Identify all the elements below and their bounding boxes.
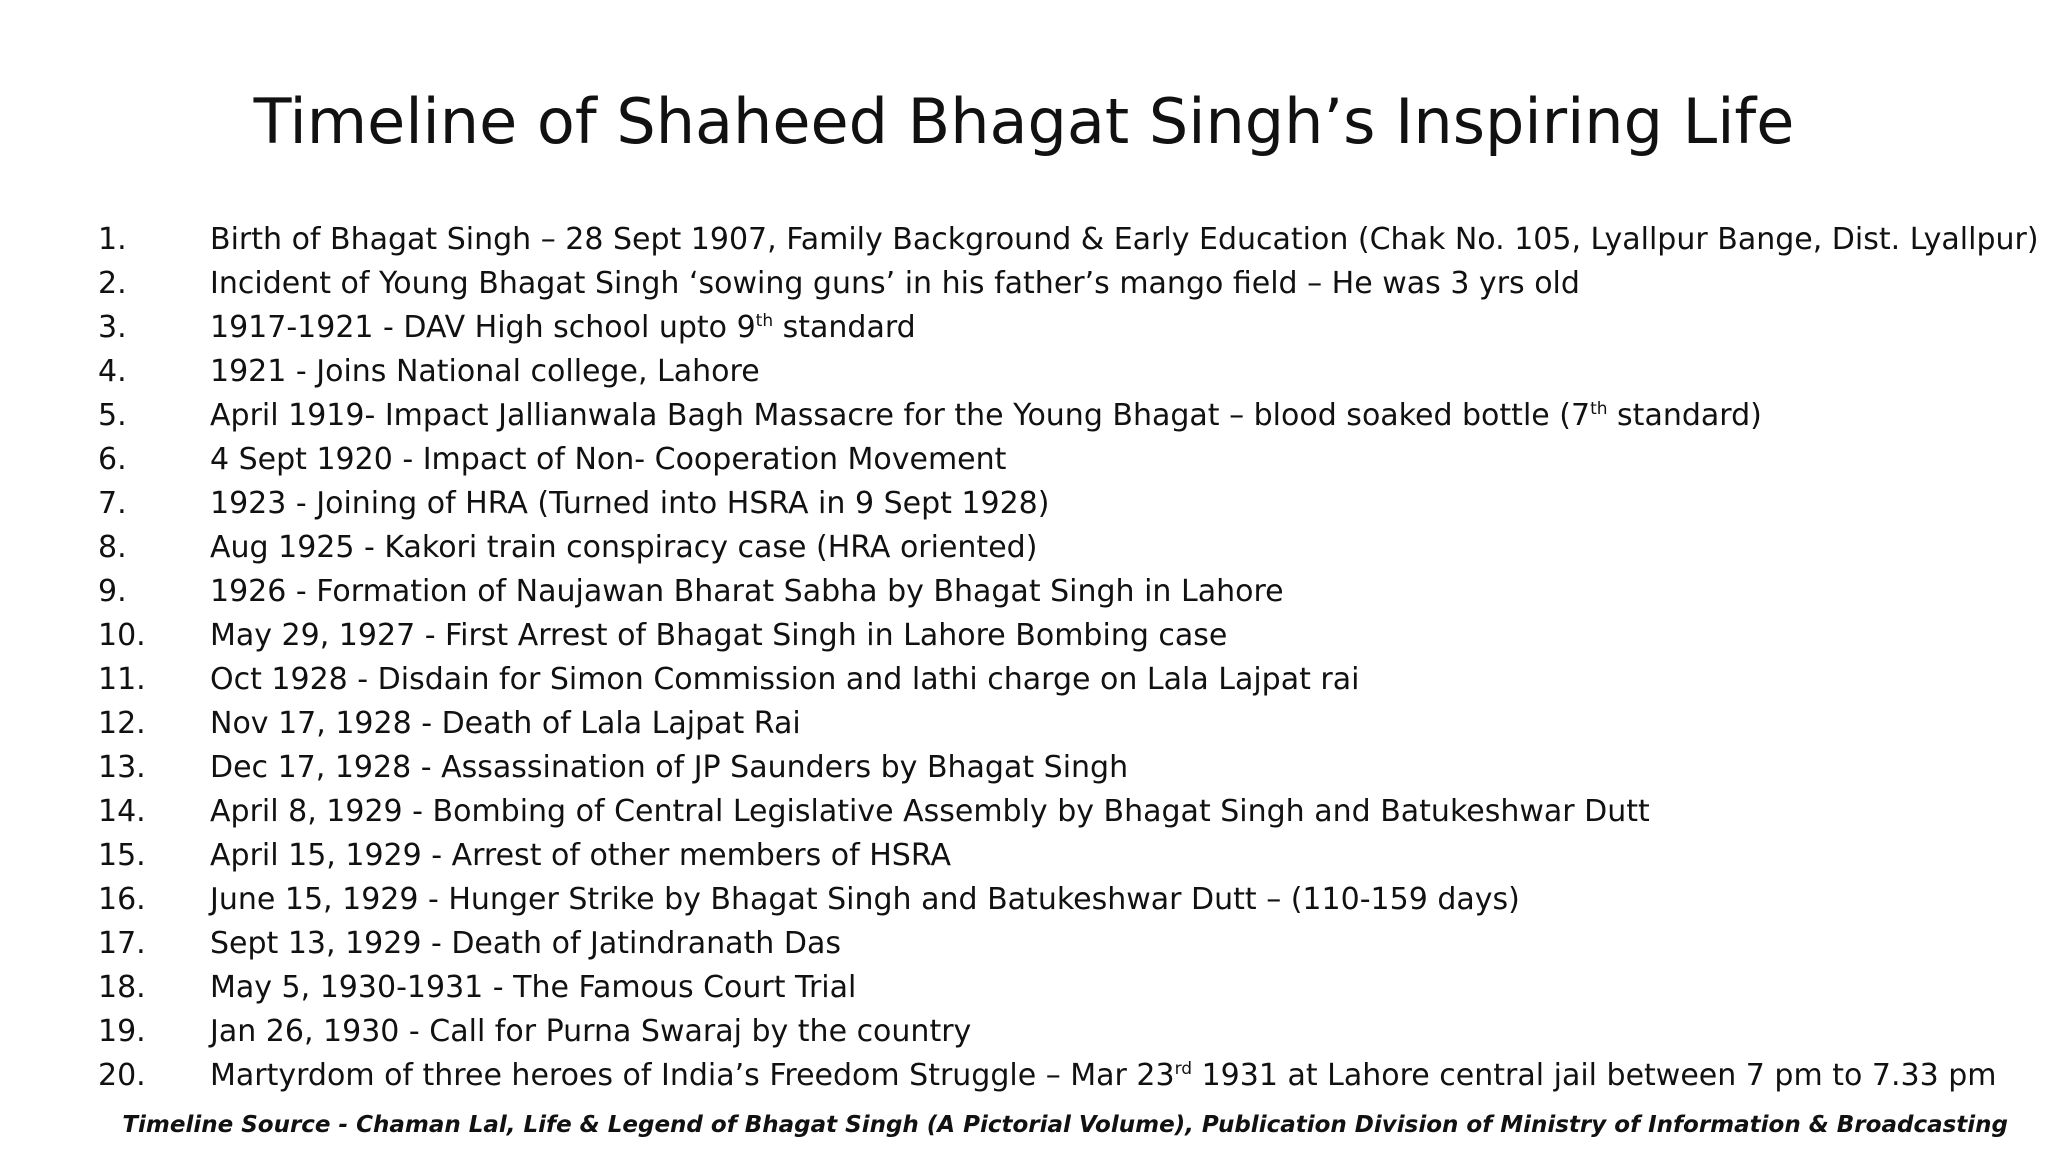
item-text: Incident of Young Bhagat Singh ‘sowing guns’ in his father’s mango field – He was 3 yrs old [210,266,1580,301]
timeline-item-13 [98,746,2018,790]
timeline-item-1 [98,218,2039,262]
item-text: May 29, 1927 - First Arrest of Bhagat Singh in Lahore Bombing case [210,618,1228,653]
ordinal-superscript: th [1590,399,1608,419]
item-number: 15. [98,838,146,873]
item-number: 13. [98,750,146,785]
item-number: 9. [98,574,127,609]
item-number: 3. [98,310,127,345]
slide-title: Timeline of Shaheed Bhagat Singh’s Inspiring Life [253,85,1795,158]
timeline-item-3 [98,306,2018,350]
item-text-pre: Martyrdom of three heroes of India’s Freedom Struggle – Mar 23 [210,1058,1175,1093]
item-number: 5. [98,398,127,433]
item-number: 8. [98,530,127,565]
item-text: 1923 - Joining of HRA (Turned into HSRA in 9 Sept 1928) [210,486,1050,521]
timeline-item-12 [98,702,2018,746]
timeline-item-2 [98,262,2018,306]
timeline-item-18 [98,966,2018,1010]
timeline-item-5 [98,394,2018,438]
timeline-list [98,218,2039,1098]
ordinal-superscript: th [755,311,774,331]
item-text: Aug 1925 - Kakori train conspiracy case (HRA oriented) [210,530,1038,565]
timeline-item-20 [98,1054,2018,1098]
item-text: April 8, 1929 - Bombing of Central Legislative Assembly by Bhagat Singh and Batukeshwar Dutt [210,794,1650,829]
item-text-post: standard [773,310,916,345]
item-number: 12. [98,706,146,741]
timeline-item-17 [98,922,2018,966]
item-text: Nov 17, 1928 - Death of Lala Lajpat Rai [210,706,801,741]
item-text-pre: 1917-1921 - DAV High school upto 9 [210,310,756,345]
item-number: 20. [98,1058,146,1093]
item-text-post: standard) [1607,398,1762,433]
item-text: 4 Sept 1920 - Impact of Non- Cooperation Movement [210,442,1007,477]
item-text: Jan 26, 1930 - Call for Purna Swaraj by the country [210,1014,972,1049]
item-text-post: 1931 at Lahore central jail between 7 pm to 7.33 pm [1192,1058,1997,1093]
item-text: Sept 13, 1929 - Death of Jatindranath Das [210,926,841,961]
item-text: April 15, 1929 - Arrest of other members of HSRA [210,838,952,873]
item-number: 19. [98,1014,146,1049]
item-text: Oct 1928 - Disdain for Simon Commission and lathi charge on Lala Lajpat rai [210,662,1360,697]
item-number: 17. [98,926,146,961]
item-text [210,394,1762,438]
timeline-item-19 [98,1010,2018,1054]
item-number: 14. [98,794,146,829]
timeline-item-7 [98,482,2018,526]
item-number: 6. [98,442,127,477]
item-text: 1926 - Formation of Naujawan Bharat Sabha by Bhagat Singh in Lahore [210,574,1284,609]
item-text-pre: April 1919- Impact Jallianwala Bagh Massacre for the Young Bhagat – blood soaked bottle (7 [210,398,1591,433]
source-note: Timeline Source - Chaman Lal, Life & Legend of Bhagat Singh (A Pictorial Volume), Publication Division of Ministry of Information & Broadcasting [122,1112,2008,1138]
item-text: June 15, 1929 - Hunger Strike by Bhagat Singh and Batukeshwar Dutt – (110-159 days) [210,882,1520,917]
ordinal-superscript: rd [1174,1059,1193,1079]
item-number: 11. [98,662,146,697]
timeline-item-11 [98,658,2018,702]
timeline-item-14 [98,790,2018,834]
item-text: 1921 - Joins National college, Lahore [210,354,760,389]
item-text [210,1054,1996,1098]
item-text: Birth of Bhagat Singh – 28 Sept 1907, Family Background & Early Education (Chak No. 105, Lyallpur Bange, Dist. Lyallpur) [210,222,2039,257]
timeline-item-6 [98,438,2018,482]
timeline-item-4 [98,350,2018,394]
item-text [210,306,916,350]
item-number: 2. [98,266,127,301]
item-number: 16. [98,882,146,917]
timeline-item-16 [98,878,2018,922]
item-number: 18. [98,970,146,1005]
item-number: 1. [98,222,127,257]
timeline-item-15 [98,834,2018,878]
item-text: May 5, 1930-1931 - The Famous Court Trial [210,970,857,1005]
item-text: Dec 17, 1928 - Assassination of JP Saunders by Bhagat Singh [210,750,1129,785]
item-number: 7. [98,486,127,521]
item-number: 4. [98,354,127,389]
item-number: 10. [98,618,146,653]
timeline-item-8 [98,526,2018,570]
timeline-item-9 [98,570,2018,614]
timeline-item-10 [98,614,2018,658]
